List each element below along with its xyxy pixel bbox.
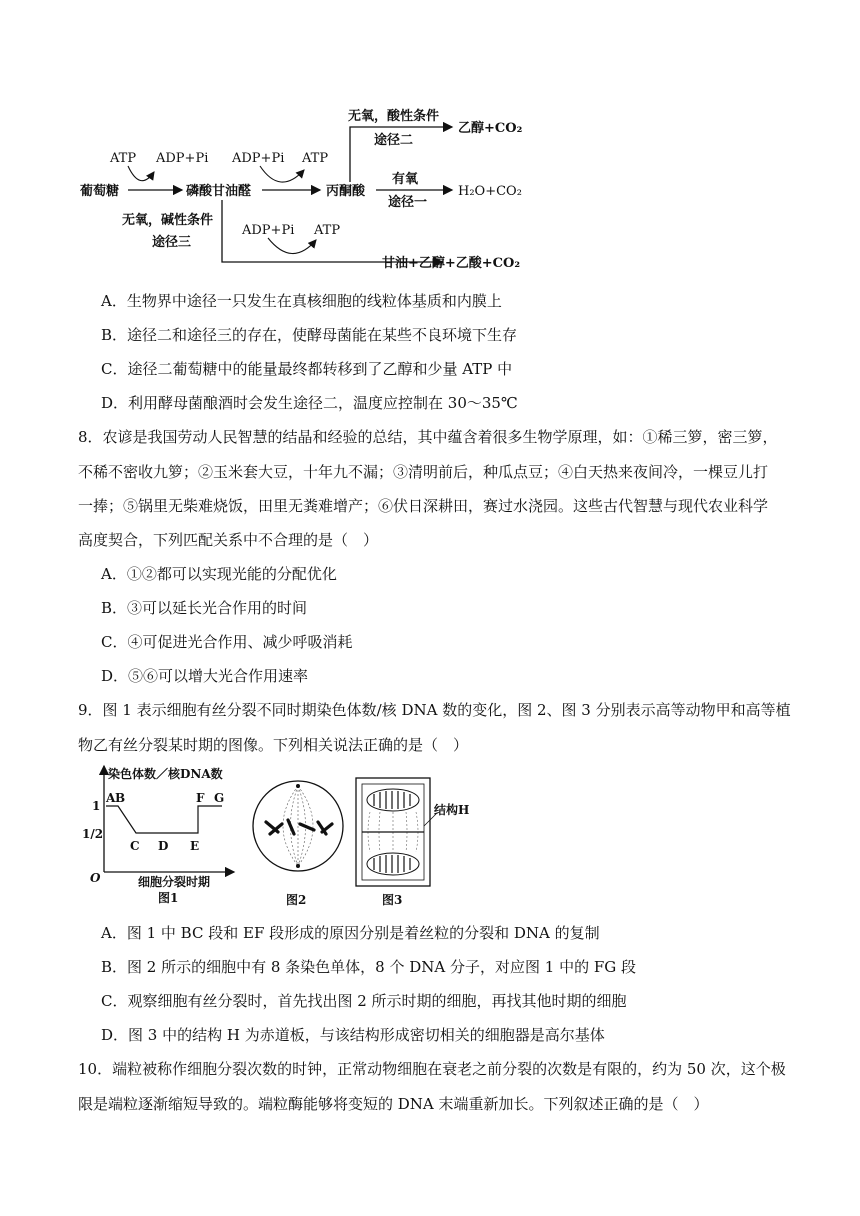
pgal-label: 磷酸甘油醛 xyxy=(186,184,252,199)
respiration-pathway-diagram xyxy=(70,100,540,280)
fig1-point-g: G xyxy=(214,791,225,805)
water-co2-label: H₂O+CO₂ xyxy=(458,184,522,199)
structure-h-label: 结构H xyxy=(434,803,470,817)
path-two-label: 途径二 xyxy=(374,133,414,148)
glucose-label: 葡萄糖 xyxy=(80,184,120,199)
anaerobic-acid-label: 无氧，酸性条件 xyxy=(348,109,440,124)
q9-stem-line-2: 物乙有丝分裂某时期的图像。下列相关说法正确的是（ ） xyxy=(78,736,469,754)
q10-stem-line-2: 限是端粒逐渐缩短导致的。端粒酶能够将变短的 DNA 末端重新加长。下列叙述正确的是（ ） xyxy=(78,1095,709,1113)
fig3-caption: 图3 xyxy=(382,893,403,907)
figure2-animal-cell xyxy=(248,776,348,910)
adppi-label-3: ADP+Pi xyxy=(242,223,295,238)
fig1-caption: 图1 xyxy=(158,891,179,905)
glycerol-products-label: 甘油+乙醇+乙酸+CO₂ xyxy=(382,256,521,271)
fig1-xlabel: 细胞分裂时期 xyxy=(138,875,211,889)
fig1-origin: O xyxy=(90,871,101,885)
fig1-point-e: E xyxy=(190,839,200,853)
fig2-caption: 图2 xyxy=(286,893,307,907)
aerobic-label: 有氧 xyxy=(392,172,419,187)
fig1-point-a: A xyxy=(106,791,116,805)
q7-option-d: D．利用酵母菌酿酒时会发生途径二，温度应控制在 30～35℃ xyxy=(101,394,518,412)
q9-option-b: B．图 2 所示的细胞中有 8 条染色单体，8 个 DNA 分子，对应图 1 中的 FG 段 xyxy=(101,958,637,976)
atp-label-1: ATP xyxy=(110,151,137,166)
path-three-label: 途径三 xyxy=(152,235,192,250)
fig1-point-d: D xyxy=(158,839,169,853)
q9-option-c: C．观察细胞有丝分裂时，首先找出图 2 所示时期的细胞，再找其他时期的细胞 xyxy=(101,992,627,1010)
fig1-yhalf-tick: 1/2 xyxy=(82,827,104,841)
q7-option-b: B．途径二和途径三的存在，使酵母菌能在某些不良环境下生存 xyxy=(101,326,518,344)
q8-stem-line-4: 高度契合，下列匹配关系中不合理的是（ ） xyxy=(78,531,379,549)
anaerobic-alkaline-label: 无氧，碱性条件 xyxy=(122,213,214,228)
q7-option-a: A．生物界中途径一只发生在真核细胞的线粒体基质和内膜上 xyxy=(101,292,502,310)
q10-stem-line-1: 10．端粒被称作细胞分裂次数的时钟，正常动物细胞在衰老之前分裂的次数是有限的，约为 50 次，这个极 xyxy=(78,1060,786,1078)
q8-stem-line-1: 8．农谚是我国劳动人民智慧的结晶和经验的总结，其中蕴含着很多生物学原理，如：①稀三箩，密三箩， xyxy=(78,428,778,446)
q9-option-d: D．图 3 中的结构 H 为赤道板，与该结构形成密切相关的细胞器是高尔基体 xyxy=(101,1026,605,1044)
atp-label-3: ATP xyxy=(314,223,341,238)
adppi-label-2: ADP+Pi xyxy=(232,151,285,166)
q8-stem-line-2: 不稀不密收九箩；②玉米套大豆，十年九不漏；③清明前后，种瓜点豆；④白天热来夜间冷，一棵豆儿打 xyxy=(78,463,769,481)
q9-stem-line-1: 9．图 1 表示细胞有丝分裂不同时期染色体数/核 DNA 数的变化，图 2、图 3 分别表示高等动物甲和高等植 xyxy=(78,701,791,719)
adppi-label-1: ADP+Pi xyxy=(156,151,209,166)
pyruvate-label: 丙酮酸 xyxy=(326,184,366,199)
fig1-point-f: F xyxy=(196,791,205,805)
fig1-point-b: B xyxy=(115,791,126,805)
figure3-plant-cell xyxy=(352,776,502,910)
q8-option-c: C．④可促进光合作用、减少呼吸消耗 xyxy=(101,633,353,651)
fig1-ylabel: 染色体数／核DNA数 xyxy=(108,767,223,781)
q9-option-a: A．图 1 中 BC 段和 EF 段形成的原因分别是着丝粒的分裂和 DNA 的复制 xyxy=(101,924,600,942)
fig1-point-c: C xyxy=(130,839,140,853)
fig1-y1-tick: 1 xyxy=(92,799,101,813)
q8-option-b: B．③可以延长光合作用的时间 xyxy=(101,599,308,617)
fig1-curve xyxy=(106,806,222,833)
path-one-label: 途径一 xyxy=(388,195,428,210)
q7-option-c: C．途径二葡萄糖中的能量最终都转移到了乙醇和少量 ATP 中 xyxy=(101,360,513,378)
q8-option-d: D．⑤⑥可以增大光合作用速率 xyxy=(101,667,309,685)
ethanol-co2-label: 乙醇+CO₂ xyxy=(458,121,523,136)
atp-label-2: ATP xyxy=(302,151,329,166)
q8-option-a: A．①②都可以实现光能的分配优化 xyxy=(101,565,337,583)
figure1-line-graph xyxy=(82,760,242,910)
q8-stem-line-3: 一捧；⑤锅里无柴难烧饭，田里无粪难增产；⑥伏日深耕田，赛过水浇园。这些古代智慧与现代农业科学 xyxy=(78,497,769,515)
